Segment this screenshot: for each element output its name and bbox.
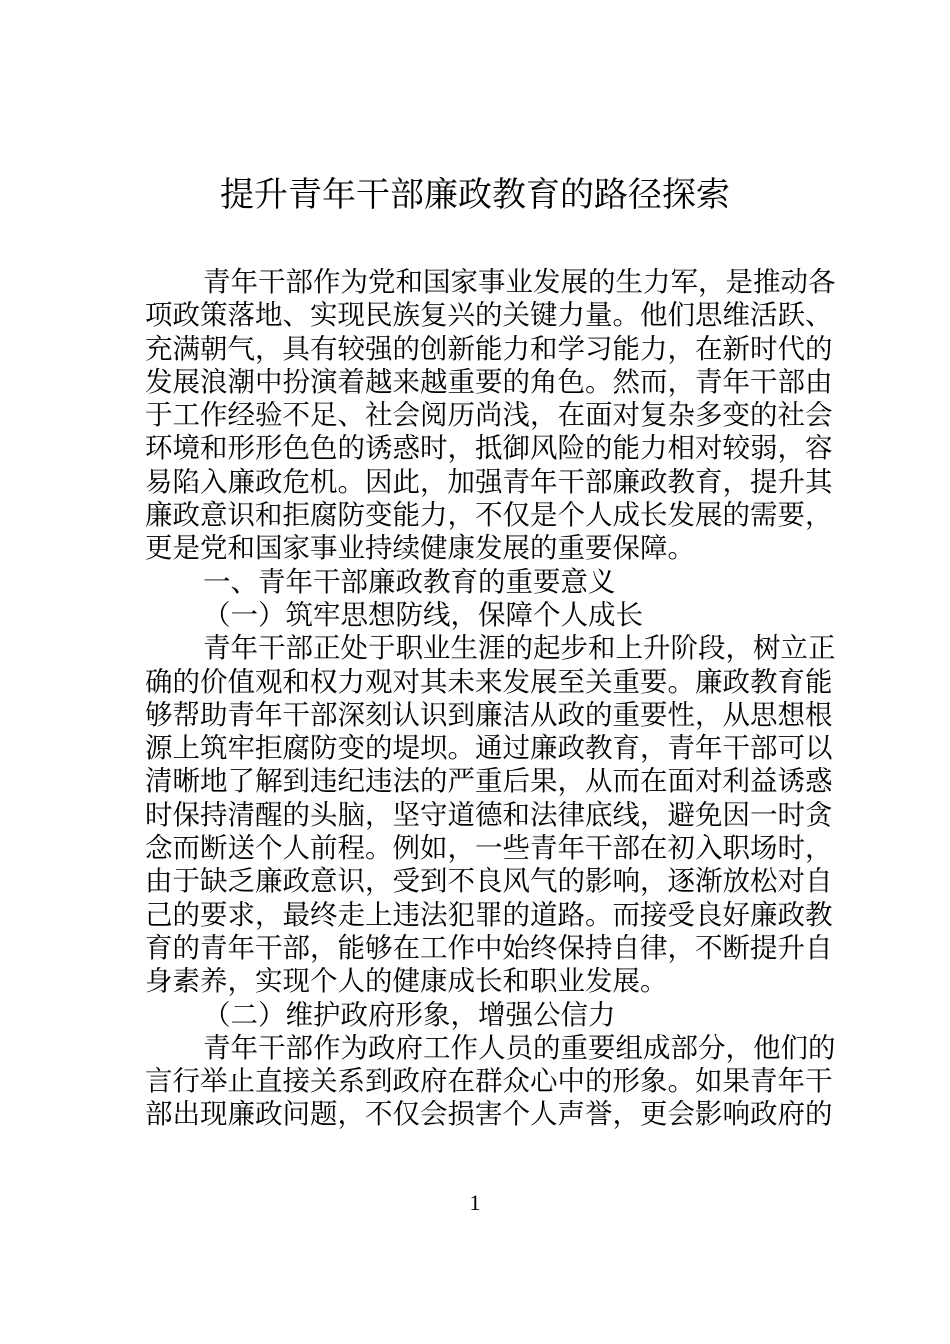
- text-line: 于工作经验不足、社会阅历尚浅，在面对复杂多变的社会: [145, 399, 833, 432]
- text-line: 易陷入廉政危机。因此，加强青年干部廉政教育，提升其: [145, 465, 833, 498]
- paragraph-government-image: [145, 1031, 836, 1132]
- text-line: 廉政意识和拒腐防变能力，不仅是个人成长发展的需要，: [145, 499, 833, 532]
- subsection-heading-2: （二）维护政府形象，增强公信力: [203, 998, 616, 1031]
- text-line: 源上筑牢拒腐防变的堤坝。通过廉政教育，青年干部可以: [145, 732, 833, 765]
- text-line: 由于缺乏廉政意识，受到不良风气的影响，逐渐放松对自: [145, 865, 833, 898]
- text-line: 项政策落地、实现民族复兴的关键力量。他们思维活跃、: [145, 299, 833, 332]
- paragraph-intro: [145, 266, 836, 566]
- text-line: 环境和形形色色的诱惑时，抵御风险的能力相对较弱，容: [145, 432, 833, 465]
- text-line: 更是党和国家事业持续健康发展的重要保障。: [145, 532, 695, 565]
- text-line: 言行举止直接关系到政府在群众心中的形象。如果青年干: [145, 1065, 833, 1098]
- text-line: 身素养，实现个人的健康成长和职业发展。: [145, 965, 668, 998]
- text-line: 确的价值观和权力观对其未来发展至关重要。廉政教育能: [145, 665, 833, 698]
- text-line: 青年干部作为政府工作人员的重要组成部分，他们的: [203, 1031, 836, 1064]
- text-line: 青年干部作为党和国家事业发展的生力军，是推动各: [203, 266, 836, 298]
- page-number: 1: [469, 1190, 481, 1215]
- paragraph-personal-growth: [145, 632, 836, 998]
- document-body: [145, 266, 836, 1132]
- text-line: 念而断送个人前程。例如，一些青年干部在初入职场时，: [145, 832, 833, 865]
- text-line: 发展浪潮中扮演着越来越重要的角色。然而，青年干部由: [145, 365, 833, 398]
- text-line: 部出现廉政问题，不仅会损害个人声誉，更会影响政府的: [145, 1098, 833, 1131]
- document-title: 提升青年干部廉政教育的路径探索: [220, 175, 730, 215]
- text-line: 育的青年干部，能够在工作中始终保持自律，不断提升自: [145, 931, 833, 964]
- text-line: 够帮助青年干部深刻认识到廉洁从政的重要性，从思想根: [145, 698, 833, 731]
- text-line: 清晰地了解到违纪违法的严重后果，从而在面对利益诱惑: [145, 765, 833, 798]
- subsection-heading-1: （一）筑牢思想防线，保障个人成长: [203, 598, 643, 631]
- text-line: 青年干部正处于职业生涯的起步和上升阶段，树立正: [203, 632, 836, 665]
- text-line: 时保持清醒的头脑，坚守道德和法律底线，避免因一时贪: [145, 798, 833, 831]
- section-heading-1: 一、青年干部廉政教育的重要意义: [203, 565, 616, 598]
- text-line: 充满朝气，具有较强的创新能力和学习能力，在新时代的: [145, 332, 833, 365]
- text-line: 己的要求，最终走上违法犯罪的道路。而接受良好廉政教: [145, 898, 833, 931]
